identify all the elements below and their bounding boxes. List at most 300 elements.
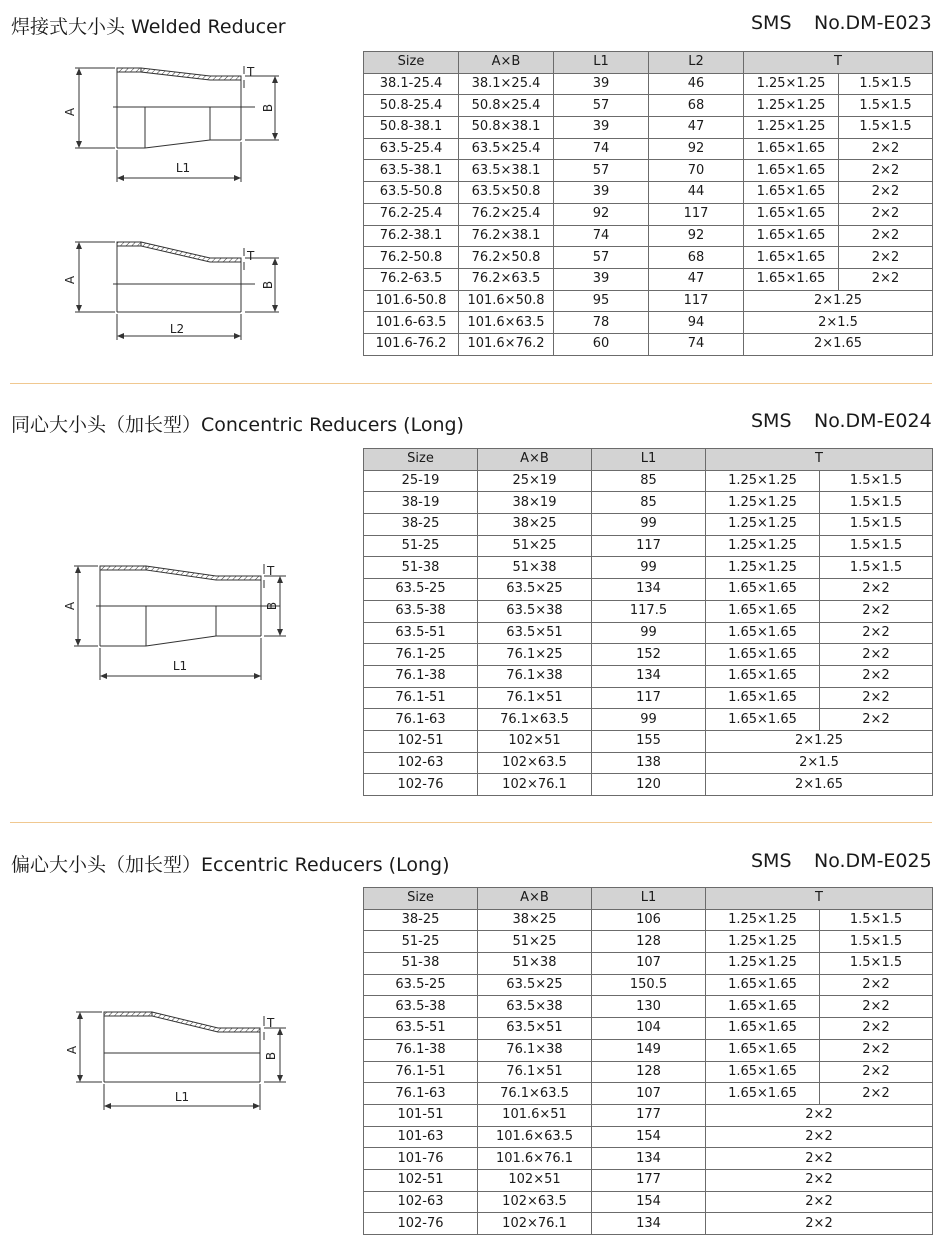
table-cell: 134	[592, 1148, 706, 1170]
table-row	[364, 600, 933, 622]
table-cell: 63.5×38.1	[459, 160, 554, 182]
table-cell: 154	[592, 1191, 706, 1213]
table-cell: 1.25×1.25	[744, 117, 839, 139]
table-cell: 1.65×1.65	[744, 247, 839, 269]
table-cell: 101.6×76.2	[459, 333, 554, 355]
table-cell: 130	[592, 996, 706, 1018]
table-cell: 76.2-25.4	[364, 203, 459, 225]
table-cell: 102-63	[364, 1191, 478, 1213]
table-cell: 1.65×1.65	[706, 579, 820, 601]
column-header: Size	[364, 449, 478, 471]
table-row	[364, 665, 933, 687]
table-cell: 2×2	[820, 974, 933, 996]
table-row	[364, 1083, 933, 1105]
table-cell: 2×2	[839, 160, 933, 182]
table-cell: 2×2	[839, 138, 933, 160]
column-header: T	[744, 52, 933, 74]
table-cell: 102×51	[478, 730, 592, 752]
column-header: Size	[364, 888, 478, 910]
table-cell: 76.1×25	[478, 644, 592, 666]
standard-label: SMS	[751, 12, 792, 34]
table-cell: 149	[592, 1039, 706, 1061]
table-cell: 2×2	[706, 1191, 933, 1213]
table-cell: 138	[592, 752, 706, 774]
table-cell: 39	[554, 268, 649, 290]
product-number: No.DM-E025	[814, 850, 932, 872]
table-cell: 1.5×1.5	[820, 514, 933, 536]
table-cell: 117.5	[592, 600, 706, 622]
table-row	[364, 730, 933, 752]
table-cell: 57	[554, 247, 649, 269]
table-cell: 2×2	[820, 709, 933, 731]
table-header-row	[364, 888, 933, 910]
table-cell: 1.5×1.5	[820, 492, 933, 514]
table-row	[364, 953, 933, 975]
table-cell: 102-76	[364, 774, 478, 796]
table-cell: 38×25	[478, 909, 592, 931]
table-cell: 134	[592, 665, 706, 687]
table-cell: 44	[649, 182, 744, 204]
table-cell: 128	[592, 1061, 706, 1083]
table-cell: 99	[592, 514, 706, 536]
table-cell: 60	[554, 333, 649, 355]
table-cell: 104	[592, 1018, 706, 1040]
column-header: A×B	[478, 888, 592, 910]
table-cell: 38.1×25.4	[459, 73, 554, 95]
table-cell: 76.1-51	[364, 1061, 478, 1083]
table-cell: 68	[649, 95, 744, 117]
table-cell: 101.6×50.8	[459, 290, 554, 312]
table-cell: 39	[554, 182, 649, 204]
table-row	[364, 1061, 933, 1083]
table-cell: 38-19	[364, 492, 478, 514]
table-cell: 38.1-25.4	[364, 73, 459, 95]
table-cell: 2×2	[820, 1018, 933, 1040]
table-cell: 50.8×38.1	[459, 117, 554, 139]
welded-reducer-drawing	[55, 62, 295, 342]
spec-table-e024	[363, 448, 933, 796]
table-cell: 1.5×1.5	[839, 73, 933, 95]
table-row	[364, 996, 933, 1018]
table-cell: 1.65×1.65	[744, 182, 839, 204]
section-title: 偏心大小头（加长型）Eccentric Reducers (Long)	[11, 854, 450, 876]
table-cell: 57	[554, 160, 649, 182]
column-header: L1	[554, 52, 649, 74]
section-divider	[10, 383, 932, 384]
dim-label-l2: L2	[169, 322, 185, 336]
standard-label: SMS	[751, 850, 792, 872]
table-cell: 101-63	[364, 1126, 478, 1148]
column-header: L1	[592, 888, 706, 910]
table-cell: 128	[592, 931, 706, 953]
table-cell: 85	[592, 492, 706, 514]
table-cell: 76.1×63.5	[478, 1083, 592, 1105]
table-cell: 102-51	[364, 1169, 478, 1191]
table-cell: 1.5×1.5	[820, 909, 933, 931]
table-cell: 102×76.1	[478, 774, 592, 796]
table-cell: 63.5×51	[478, 1018, 592, 1040]
table-row	[364, 752, 933, 774]
table-cell: 51-25	[364, 931, 478, 953]
table-cell: 1.65×1.65	[706, 709, 820, 731]
table-row	[364, 1126, 933, 1148]
table-cell: 1.65×1.65	[706, 665, 820, 687]
product-number: No.DM-E024	[814, 410, 932, 432]
table-cell: 1.65×1.65	[706, 974, 820, 996]
table-cell: 102×63.5	[478, 1191, 592, 1213]
table-cell: 154	[592, 1126, 706, 1148]
table-cell: 39	[554, 73, 649, 95]
table-cell: 1.5×1.5	[839, 117, 933, 139]
table-cell: 177	[592, 1104, 706, 1126]
table-row	[364, 95, 933, 117]
table-cell: 1.25×1.25	[706, 909, 820, 931]
dim-label-a: A	[63, 107, 77, 117]
table-cell: 2×1.25	[706, 730, 933, 752]
table-cell: 68	[649, 247, 744, 269]
table-row	[364, 687, 933, 709]
table-cell: 76.1×38	[478, 665, 592, 687]
spec-table-e025	[363, 887, 933, 1235]
table-cell: 63.5×50.8	[459, 182, 554, 204]
table-cell: 101.6×63.5	[459, 312, 554, 334]
table-cell: 2×2	[820, 1083, 933, 1105]
table-row	[364, 1018, 933, 1040]
table-cell: 46	[649, 73, 744, 95]
table-row	[364, 117, 933, 139]
table-row	[364, 1104, 933, 1126]
table-cell: 76.2×25.4	[459, 203, 554, 225]
dim-label-b: B	[265, 601, 279, 611]
table-cell: 51×38	[478, 557, 592, 579]
table-cell: 25×19	[478, 470, 592, 492]
table-cell: 76.2-63.5	[364, 268, 459, 290]
table-cell: 101.6×63.5	[478, 1126, 592, 1148]
table-cell: 177	[592, 1169, 706, 1191]
column-header: T	[706, 449, 933, 471]
table-cell: 92	[554, 203, 649, 225]
dim-label-l1: L1	[172, 659, 188, 673]
column-header: L2	[649, 52, 744, 74]
table-row	[364, 290, 933, 312]
table-cell: 1.65×1.65	[706, 1018, 820, 1040]
table-cell: 117	[592, 535, 706, 557]
table-cell: 76.2-50.8	[364, 247, 459, 269]
table-cell: 134	[592, 579, 706, 601]
table-cell: 101-76	[364, 1148, 478, 1170]
table-cell: 63.5-38	[364, 600, 478, 622]
table-cell: 2×2	[820, 579, 933, 601]
table-cell: 51×38	[478, 953, 592, 975]
table-cell: 1.25×1.25	[706, 470, 820, 492]
table-cell: 2×2	[820, 1039, 933, 1061]
table-cell: 120	[592, 774, 706, 796]
column-header: T	[706, 888, 933, 910]
table-cell: 74	[554, 225, 649, 247]
table-row	[364, 1039, 933, 1061]
table-cell: 63.5-51	[364, 1018, 478, 1040]
table-cell: 63.5-25	[364, 579, 478, 601]
table-row	[364, 535, 933, 557]
table-cell: 2×2	[839, 225, 933, 247]
table-cell: 63.5-38	[364, 996, 478, 1018]
table-cell: 47	[649, 117, 744, 139]
table-cell: 2×2	[820, 996, 933, 1018]
table-cell: 63.5-51	[364, 622, 478, 644]
table-cell: 1.65×1.65	[744, 160, 839, 182]
table-row	[364, 1169, 933, 1191]
eccentric-reducer-drawing	[58, 1004, 298, 1124]
table-cell: 1.5×1.5	[820, 953, 933, 975]
table-cell: 2×2	[820, 687, 933, 709]
table-cell: 63.5-38.1	[364, 160, 459, 182]
table-cell: 76.1-25	[364, 644, 478, 666]
table-cell: 92	[649, 138, 744, 160]
table-cell: 102×76.1	[478, 1213, 592, 1235]
table-cell: 2×1.65	[744, 333, 933, 355]
column-header: A×B	[478, 449, 592, 471]
table-cell: 1.65×1.65	[706, 1039, 820, 1061]
table-cell: 102×63.5	[478, 752, 592, 774]
table-cell: 63.5-25	[364, 974, 478, 996]
table-row	[364, 622, 933, 644]
table-row	[364, 470, 933, 492]
table-cell: 102-63	[364, 752, 478, 774]
table-cell: 99	[592, 709, 706, 731]
table-cell: 117	[649, 290, 744, 312]
table-cell: 1.65×1.65	[706, 622, 820, 644]
table-cell: 107	[592, 1083, 706, 1105]
section-title: 焊接式大小头 Welded Reducer	[11, 16, 286, 38]
table-row	[364, 709, 933, 731]
table-header-row	[364, 449, 933, 471]
table-cell: 1.65×1.65	[706, 644, 820, 666]
table-cell: 38-25	[364, 909, 478, 931]
product-number: No.DM-E023	[814, 12, 932, 34]
table-cell: 51×25	[478, 535, 592, 557]
table-cell: 152	[592, 644, 706, 666]
table-cell: 1.65×1.65	[706, 1083, 820, 1105]
table-row	[364, 644, 933, 666]
table-row	[364, 203, 933, 225]
table-cell: 1.65×1.65	[706, 996, 820, 1018]
table-cell: 76.2-38.1	[364, 225, 459, 247]
standard-label: SMS	[751, 410, 792, 432]
table-cell: 102×51	[478, 1169, 592, 1191]
concentric-reducer-drawing	[58, 556, 298, 686]
table-cell: 107	[592, 953, 706, 975]
table-cell: 134	[592, 1213, 706, 1235]
table-cell: 76.2×50.8	[459, 247, 554, 269]
table-row	[364, 492, 933, 514]
table-cell: 95	[554, 290, 649, 312]
table-row	[364, 73, 933, 95]
table-cell: 150.5	[592, 974, 706, 996]
dim-label-l1: L1	[175, 161, 191, 175]
table-cell: 38×25	[478, 514, 592, 536]
table-cell: 101-51	[364, 1104, 478, 1126]
table-cell: 2×2	[706, 1126, 933, 1148]
table-cell: 1.5×1.5	[820, 470, 933, 492]
table-cell: 1.25×1.25	[706, 514, 820, 536]
table-cell: 2×2	[820, 644, 933, 666]
table-cell: 63.5×25.4	[459, 138, 554, 160]
table-cell: 63.5-50.8	[364, 182, 459, 204]
table-cell: 76.2×38.1	[459, 225, 554, 247]
dim-label-b: B	[264, 1051, 278, 1061]
table-cell: 2×2	[820, 1061, 933, 1083]
table-row	[364, 557, 933, 579]
table-cell: 1.5×1.5	[820, 931, 933, 953]
table-header-row	[364, 52, 933, 74]
table-cell: 76.1-38	[364, 665, 478, 687]
table-row	[364, 138, 933, 160]
table-cell: 76.1-51	[364, 687, 478, 709]
table-cell: 101.6×51	[478, 1104, 592, 1126]
table-cell: 74	[649, 333, 744, 355]
dim-label-b: B	[261, 280, 275, 290]
table-cell: 2×2	[839, 247, 933, 269]
table-cell: 51-38	[364, 953, 478, 975]
table-cell: 2×1.5	[744, 312, 933, 334]
table-cell: 76.1×51	[478, 687, 592, 709]
table-cell: 2×2	[706, 1104, 933, 1126]
table-cell: 102-76	[364, 1213, 478, 1235]
table-cell: 1.65×1.65	[706, 600, 820, 622]
table-cell: 50.8×25.4	[459, 95, 554, 117]
column-header: A×B	[459, 52, 554, 74]
table-cell: 99	[592, 622, 706, 644]
table-cell: 106	[592, 909, 706, 931]
table-cell: 1.25×1.25	[706, 953, 820, 975]
table-row	[364, 579, 933, 601]
table-cell: 2×2	[706, 1169, 933, 1191]
table-cell: 2×2	[839, 182, 933, 204]
column-header: L1	[592, 449, 706, 471]
table-cell: 2×2	[820, 622, 933, 644]
table-row	[364, 333, 933, 355]
table-cell: 50.8-38.1	[364, 117, 459, 139]
table-cell: 38×19	[478, 492, 592, 514]
table-row	[364, 1148, 933, 1170]
table-cell: 76.1×63.5	[478, 709, 592, 731]
table-cell: 1.65×1.65	[744, 203, 839, 225]
table-cell: 1.25×1.25	[706, 931, 820, 953]
table-row	[364, 1213, 933, 1235]
table-cell: 85	[592, 470, 706, 492]
table-row	[364, 774, 933, 796]
table-cell: 51-38	[364, 557, 478, 579]
dim-label-t: T	[247, 249, 255, 263]
table-cell: 63.5-25.4	[364, 138, 459, 160]
table-cell: 102-51	[364, 730, 478, 752]
dim-label-l1: L1	[174, 1090, 190, 1104]
table-cell: 1.65×1.65	[744, 225, 839, 247]
table-cell: 1.5×1.5	[839, 95, 933, 117]
table-cell: 1.65×1.65	[744, 268, 839, 290]
table-cell: 1.65×1.65	[744, 138, 839, 160]
table-cell: 2×2	[706, 1213, 933, 1235]
dim-label-a: A	[63, 275, 77, 285]
table-cell: 76.2×63.5	[459, 268, 554, 290]
table-cell: 51×25	[478, 931, 592, 953]
table-cell: 1.25×1.25	[744, 73, 839, 95]
table-cell: 1.5×1.5	[820, 535, 933, 557]
table-cell: 63.5×38	[478, 600, 592, 622]
table-row	[364, 247, 933, 269]
dim-label-t: T	[267, 564, 275, 578]
table-cell: 63.5×51	[478, 622, 592, 644]
table-cell: 2×1.25	[744, 290, 933, 312]
table-cell: 101.6-63.5	[364, 312, 459, 334]
table-cell: 92	[649, 225, 744, 247]
table-cell: 1.25×1.25	[706, 557, 820, 579]
table-cell: 1.25×1.25	[706, 535, 820, 557]
dim-label-t: T	[267, 1016, 275, 1030]
table-cell: 117	[592, 687, 706, 709]
table-cell: 101.6-76.2	[364, 333, 459, 355]
table-cell: 2×1.5	[706, 752, 933, 774]
table-cell: 101.6×76.1	[478, 1148, 592, 1170]
table-cell: 39	[554, 117, 649, 139]
table-cell: 76.1-38	[364, 1039, 478, 1061]
table-cell: 2×2	[820, 665, 933, 687]
table-cell: 70	[649, 160, 744, 182]
dim-label-a: A	[63, 601, 77, 611]
table-cell: 1.65×1.65	[706, 687, 820, 709]
table-cell: 94	[649, 312, 744, 334]
table-row	[364, 974, 933, 996]
table-row	[364, 160, 933, 182]
dim-label-a: A	[65, 1045, 79, 1055]
table-cell: 63.5×25	[478, 974, 592, 996]
table-cell: 25-19	[364, 470, 478, 492]
table-row	[364, 268, 933, 290]
table-row	[364, 225, 933, 247]
column-header: Size	[364, 52, 459, 74]
spec-table-e023	[363, 51, 933, 356]
table-row	[364, 182, 933, 204]
dim-label-t: T	[247, 65, 255, 79]
table-cell: 76.1×51	[478, 1061, 592, 1083]
table-row	[364, 312, 933, 334]
dim-label-b: B	[261, 103, 275, 113]
table-cell: 1.5×1.5	[820, 557, 933, 579]
table-cell: 1.25×1.25	[744, 95, 839, 117]
table-cell: 63.5×25	[478, 579, 592, 601]
table-cell: 2×2	[839, 268, 933, 290]
table-row	[364, 909, 933, 931]
table-cell: 63.5×38	[478, 996, 592, 1018]
table-cell: 78	[554, 312, 649, 334]
table-cell: 2×1.65	[706, 774, 933, 796]
table-cell: 2×2	[839, 203, 933, 225]
table-cell: 76.1-63	[364, 709, 478, 731]
table-cell: 47	[649, 268, 744, 290]
table-cell: 74	[554, 138, 649, 160]
table-row	[364, 931, 933, 953]
table-cell: 117	[649, 203, 744, 225]
table-cell: 155	[592, 730, 706, 752]
table-row	[364, 1191, 933, 1213]
table-cell: 50.8-25.4	[364, 95, 459, 117]
table-cell: 101.6-50.8	[364, 290, 459, 312]
table-cell: 99	[592, 557, 706, 579]
table-cell: 1.25×1.25	[706, 492, 820, 514]
section-divider	[10, 822, 932, 823]
table-cell: 57	[554, 95, 649, 117]
table-row	[364, 514, 933, 536]
